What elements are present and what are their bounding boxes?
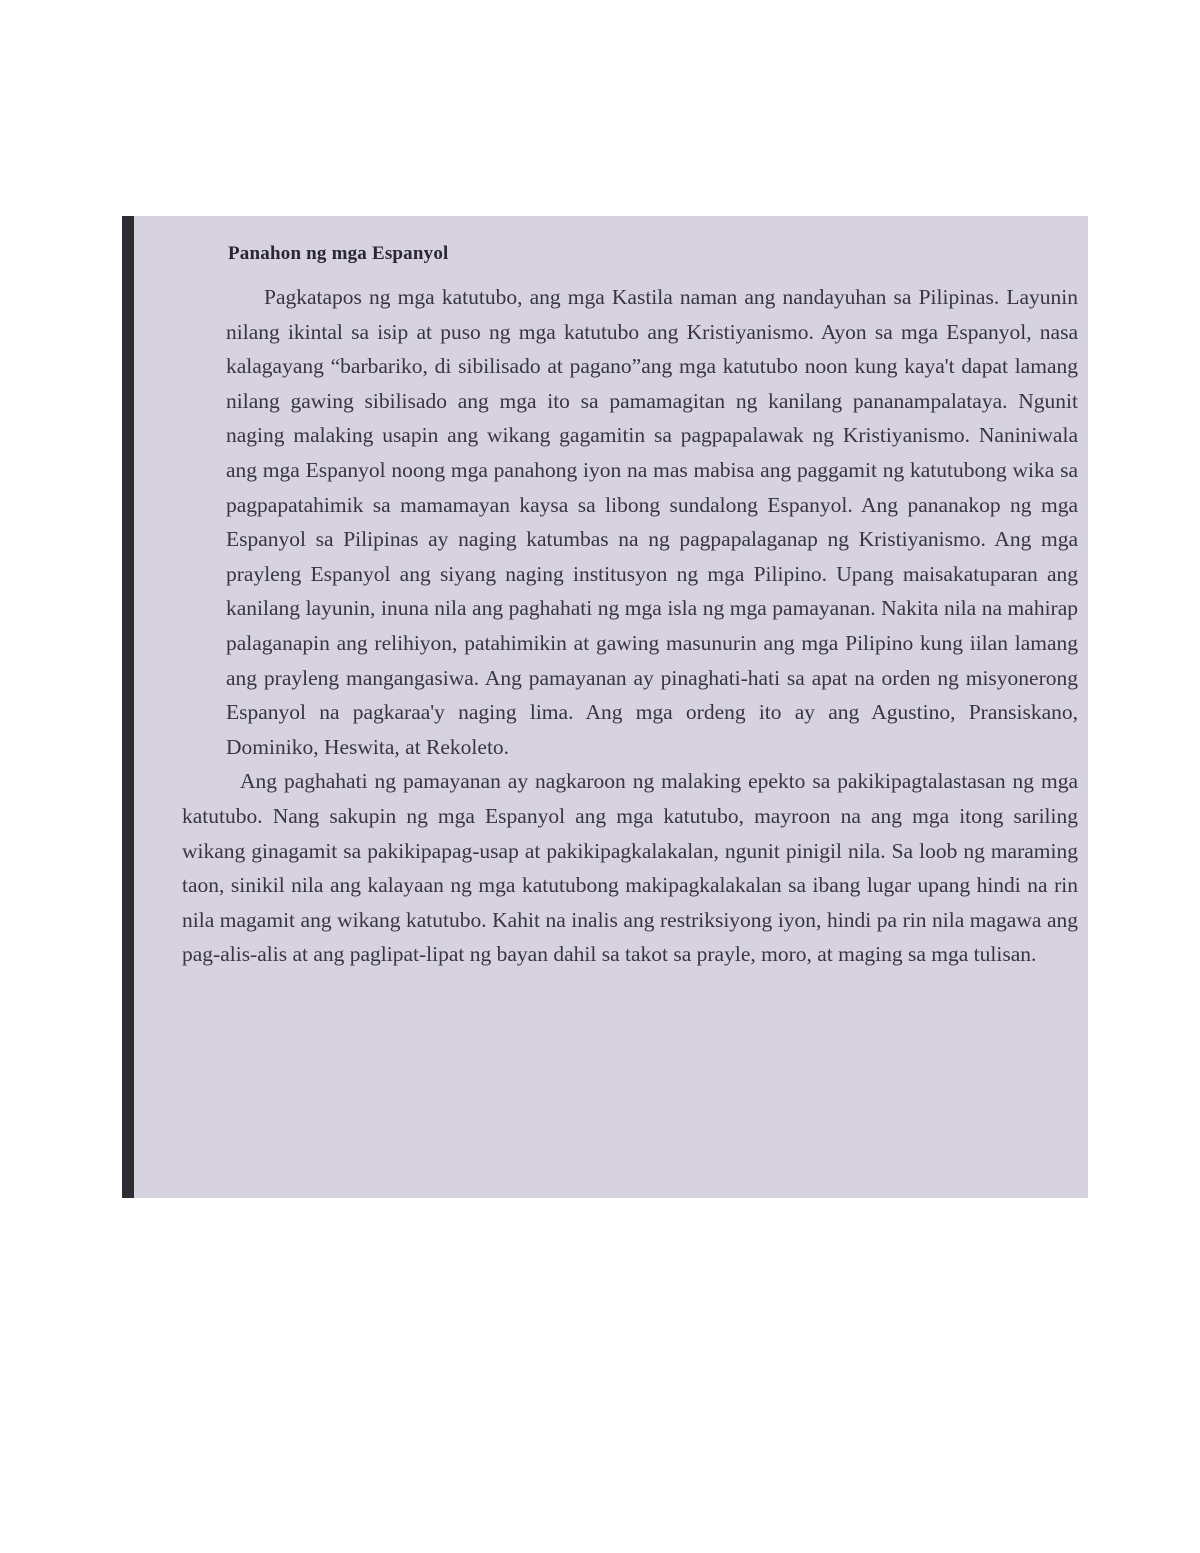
body-text	[182, 280, 1078, 972]
scanned-page	[122, 216, 1088, 1198]
section-title: Panahon ng mga Espanyol	[228, 243, 449, 264]
paragraph-2: Ang paghahati ng pamayanan ay nagkaroon ng malaking epekto sa pakikipagtalastasan ng mga katutubo. Nang sakupin ng mga Espanyol ang mga katutubo, mayroon na ang mga itong sariling wikang ginagamit sa pakikipapag-usap at pakikipagkalakalan, ngunit pinigil nila. Sa loob ng maraming taon, sinikil nila ang kalayaan ng mga katutubong makipagkalakalan sa ibang lugar upang hindi na rin nila magamit ang wikang katutubo. Kahit na inalis ang restriksiyong iyon, hindi pa rin nila magawa ang pag-alis-alis at ang paglipat-lipat ng bayan dahil sa takot sa prayle, moro, at maging sa mga tulisan.	[182, 769, 1078, 967]
paragraph-1: Pagkatapos ng mga katutubo, ang mga Kastila naman ang nandayuhan sa Pilipinas. Layunin nilang ikintal sa isip at puso ng mga katutubo ang Kristiyanismo. Ayon sa mga Espanyol, nasa kalagayang “barbariko, di sibilisado at pagano”ang mga katutubo noon kung kaya't dapat lamang nilang gawing sibilisado ang mga ito sa pamamagitan ng kanilang pananampalataya. Ngunit naging malaking usapin ang wikang gagamitin sa pagpapalawak ng Kristiyanismo. Naniniwala ang mga Espanyol noong mga panahong iyon na mas mabisa ang paggamit ng katutubong wika sa pagpapatahimik sa mamamayan kaysa sa libong sundalong Espanyol. Ang pananakop ng mga Espanyol sa Pilipinas ay naging katumbas na ng pagpapalaganap ng Kristiyanismo. Ang mga prayleng Espanyol ang siyang naging institusyon ng mga Pilipino. Upang maisakatuparan ang kanilang layunin, inuna nila ang paghahati ng mga isla ng mga pamayanan. Nakita nila na mahirap palaganapin ang relihiyon, patahimikin at gawing masunurin ang mga Pilipino kung iilan lamang ang prayleng mangangasiwa. Ang pamayanan ay pinaghati-hati sa apat na orden ng misyonerong Espanyol na pagkaraa'y naging lima. Ang mga ordeng ito ay ang Agustino, Pransiskano, Dominiko, Heswita, at Rekoleto.	[226, 285, 1078, 759]
